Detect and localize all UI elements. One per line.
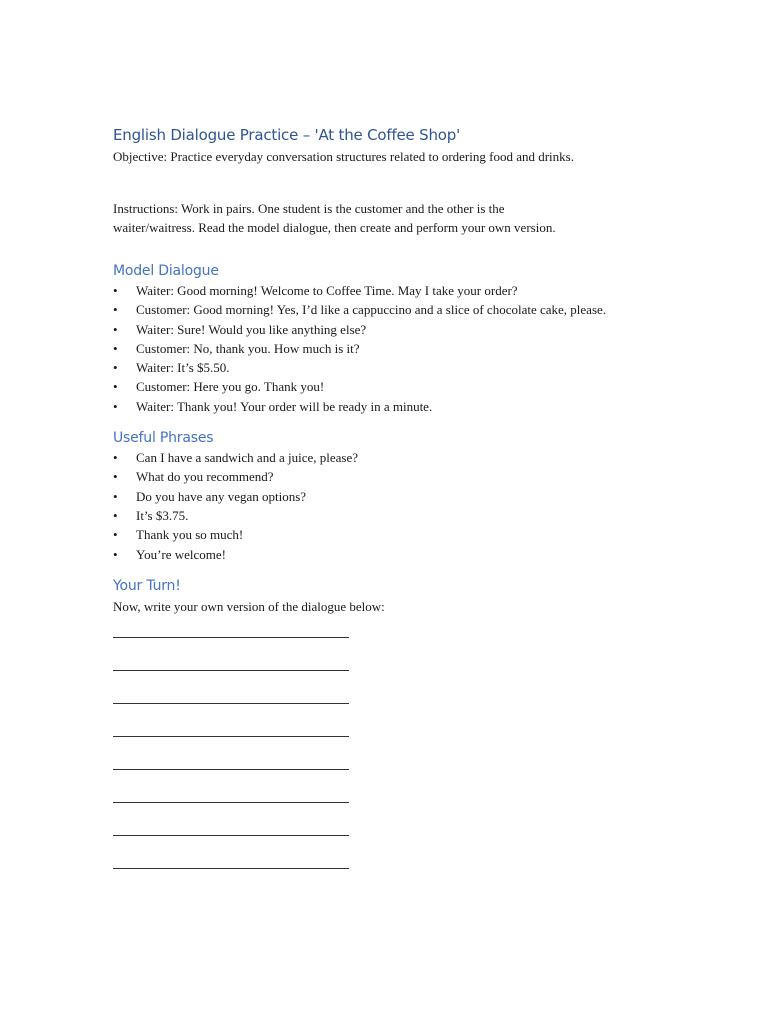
bullet-icon: • xyxy=(113,379,118,395)
list-item xyxy=(113,448,673,467)
dialogue-line: Customer: Here you go. Thank you! xyxy=(136,379,325,395)
writing-area xyxy=(113,636,673,869)
blank-writing-line[interactable] xyxy=(113,636,349,638)
bullet-icon: • xyxy=(113,398,118,414)
blank-writing-line[interactable] xyxy=(113,867,349,869)
instructions-line-1: Instructions: Work in pairs. One student is the customer and the other is the xyxy=(113,201,505,216)
list-item xyxy=(113,339,673,358)
objective-text: Objective: Practice everyday conversation structures related to ordering food and drinks. xyxy=(113,149,574,164)
instructions-text xyxy=(113,199,673,237)
phrase-text: What do you recommend? xyxy=(136,469,274,485)
list-item xyxy=(113,467,673,486)
blank-writing-line[interactable] xyxy=(113,768,349,770)
list-item xyxy=(113,506,673,525)
list-item xyxy=(113,377,673,396)
bullet-icon: • xyxy=(113,546,118,562)
dialogue-line: Customer: No, thank you. How much is it? xyxy=(136,340,360,356)
document-title: English Dialogue Practice – 'At the Coffee Shop' xyxy=(113,126,461,144)
bullet-icon: • xyxy=(113,340,118,356)
list-item xyxy=(113,525,673,544)
instructions-line-2: waiter/waitress. Read the model dialogue, then create and perform your own version. xyxy=(113,220,556,235)
list-item xyxy=(113,487,673,506)
bullet-icon: • xyxy=(113,507,118,523)
phrase-text: Do you have any vegan options? xyxy=(136,488,307,504)
bullet-icon: • xyxy=(113,488,118,504)
useful-phrases-heading: Useful Phrases xyxy=(113,430,214,447)
list-item xyxy=(113,300,673,319)
bullet-icon: • xyxy=(113,302,118,318)
blank-writing-line[interactable] xyxy=(113,735,349,737)
phrase-text: It’s $3.75. xyxy=(136,507,189,523)
list-item xyxy=(113,358,673,377)
dialogue-line: Waiter: Thank you! Your order will be ready in a minute. xyxy=(136,398,433,414)
phrase-text: Thank you so much! xyxy=(136,527,244,543)
bullet-icon: • xyxy=(113,360,118,376)
model-dialogue-list xyxy=(113,281,673,416)
phrase-text: Can I have a sandwich and a juice, please? xyxy=(136,450,358,466)
blank-writing-line[interactable] xyxy=(113,702,349,704)
list-item xyxy=(113,320,673,339)
useful-phrases-list xyxy=(113,448,673,564)
your-turn-instructions: Now, write your own version of the dialogue below: xyxy=(113,598,385,614)
list-item xyxy=(113,281,673,300)
list-item xyxy=(113,397,673,416)
bullet-icon: • xyxy=(113,450,118,466)
bullet-icon: • xyxy=(113,527,118,543)
bullet-icon: • xyxy=(113,321,118,337)
bullet-icon: • xyxy=(113,469,118,485)
dialogue-line: Customer: Good morning! Yes, I’d like a cappuccino and a slice of chocolate cake, please. xyxy=(136,302,607,318)
phrase-text: You’re welcome! xyxy=(136,546,227,562)
your-turn-heading: Your Turn! xyxy=(113,577,181,594)
list-item xyxy=(113,545,673,564)
dialogue-line: Waiter: Sure! Would you like anything else? xyxy=(136,321,367,337)
blank-writing-line[interactable] xyxy=(113,834,349,836)
document-content xyxy=(113,124,673,900)
blank-writing-line[interactable] xyxy=(113,669,349,671)
model-dialogue-heading: Model Dialogue xyxy=(113,263,219,279)
bullet-icon: • xyxy=(113,283,118,298)
dialogue-line: Waiter: Good morning! Welcome to Coffee Time. May I take your order? xyxy=(136,283,518,298)
blank-writing-line[interactable] xyxy=(113,801,349,803)
dialogue-line: Waiter: It’s $5.50. xyxy=(136,360,230,376)
